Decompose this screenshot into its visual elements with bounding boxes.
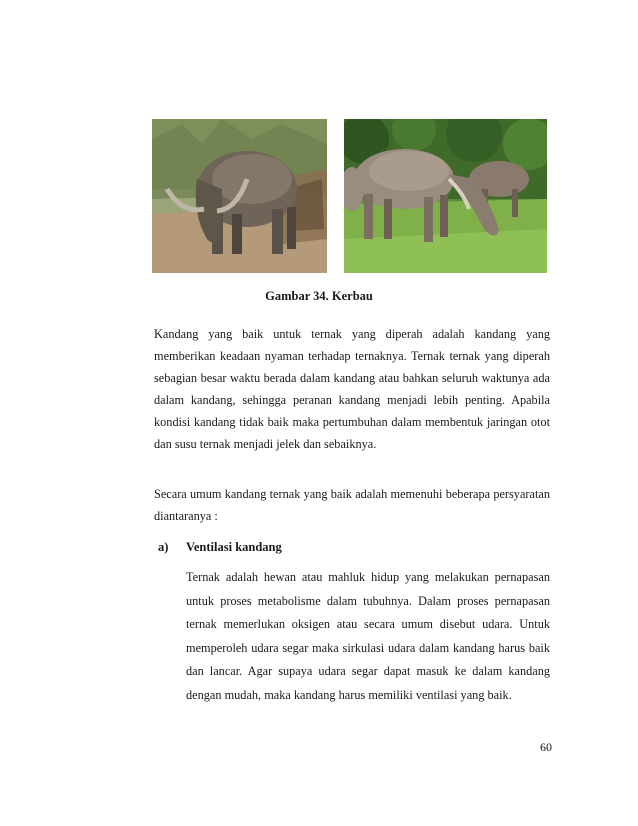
buffalo-photo-left xyxy=(152,119,327,273)
buffalo-photo-right xyxy=(344,119,547,273)
figure-caption: Gambar 34. Kerbau xyxy=(265,289,373,303)
paragraph-1 xyxy=(154,323,550,455)
section-paragraph-text: Ternak adalah hewan atau mahluk hidup yang melakukan pernapasan untuk proses metabolisme dalam tubuhnya. Dalam proses pernapasan ternak memerlukan oksigen atau secara umum disebut udara. Untuk memperoleh udara segar maka sirkulasi udara dalam kandang harus baik dan lancar. Agar supaya udara segar dapat masuk ke dalam kandang dengan mudah, maka kandang harus memiliki ventilasi yang baik. xyxy=(186,570,550,702)
buffalo-dry-ground-image xyxy=(152,119,327,273)
section-marker: a) xyxy=(158,540,169,554)
paragraph-2-text: Secara umum kandang ternak yang baik adalah memenuhi beberapa persyaratan diantaranya : xyxy=(154,487,550,523)
paragraph-1-text: Kandang yang baik untuk ternak yang diperah adalah kandang yang memberikan keadaan nyaman terhadap ternaknya. Ternak ternak yang diperah sebagian besar waktu berada dalam kandang atau bahkan seluruh waktunya ada dalam kandang, sehingga peranan kandang menjadi lebih penting. Apabila kondisi kandang tidak baik maka pertumbuhan dalam membentuk jaringan otot dan susu ternak menjadi jelek dan sebaiknya. xyxy=(154,327,550,451)
section-paragraph xyxy=(186,566,550,707)
section-title: Ventilasi kandang xyxy=(186,540,282,554)
page-number: 60 xyxy=(540,740,552,754)
section-heading xyxy=(158,540,282,555)
paragraph-2 xyxy=(154,483,550,527)
buffalo-green-grass-image xyxy=(344,119,547,273)
